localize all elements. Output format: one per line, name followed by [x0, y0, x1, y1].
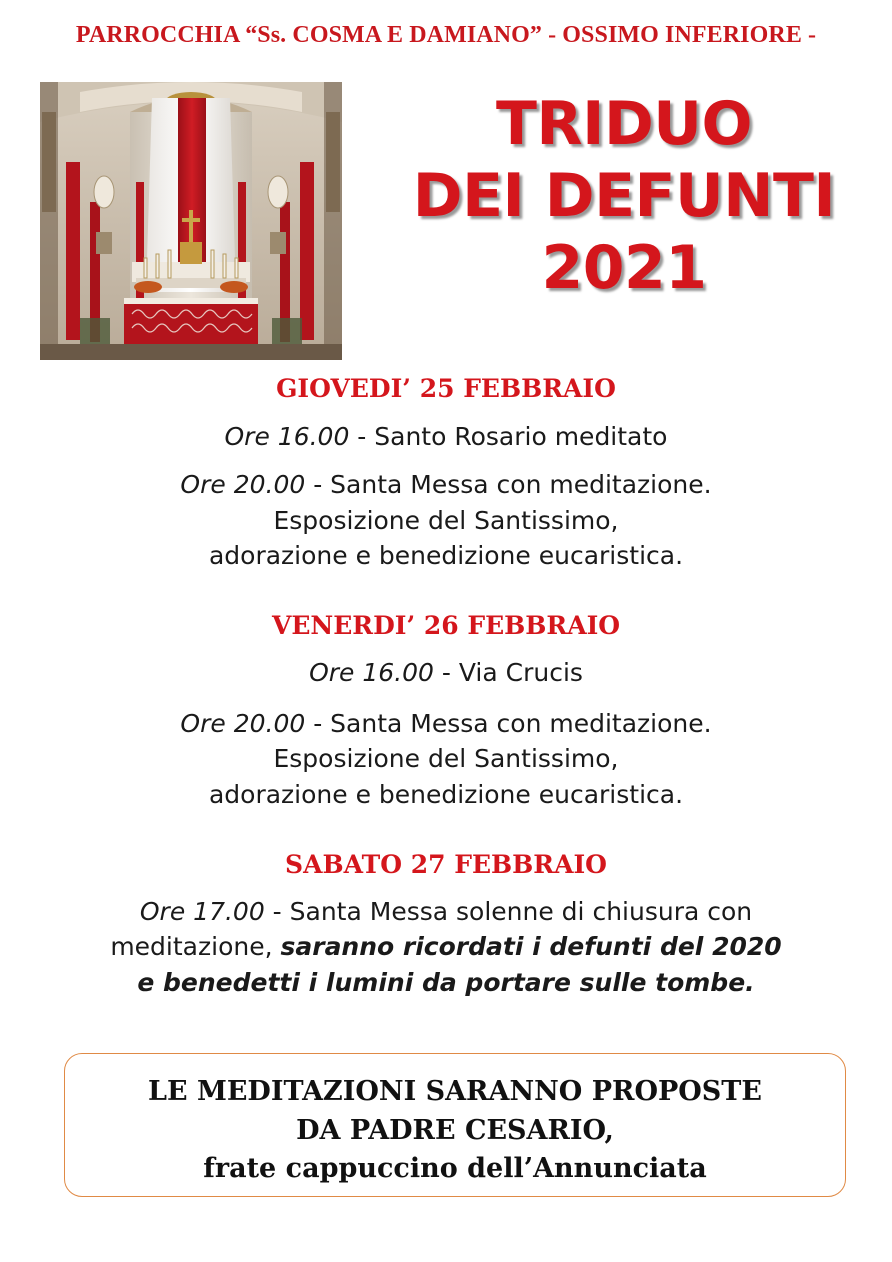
event-description: - Via Crucis: [433, 658, 583, 687]
notice-line-3: frate cappuccino dell’Annunciata: [203, 1153, 707, 1184]
event-description: - Santa Messa con meditazione.: [305, 470, 712, 499]
title-line-3: 2021: [541, 233, 707, 303]
schedule-line-continuation: [0, 968, 892, 997]
event-title: [386, 88, 862, 304]
event-highlight: e benedetti i lumini da portare sulle tombe.: [137, 968, 755, 997]
schedule-line-continuation: Esposizione del Santissimo,: [273, 744, 619, 773]
schedule-line-continuation: Esposizione del Santissimo,: [273, 506, 619, 535]
notice-line-1: LE MEDITAZIONI SARANNO PROPOSTE: [148, 1076, 762, 1107]
event-description: - Santa Messa solenne di chiusura con: [264, 897, 753, 926]
event-time: Ore 16.00: [224, 422, 350, 451]
event-description: - Santo Rosario meditato: [349, 422, 668, 451]
schedule-line: [0, 470, 892, 499]
day-heading-saturday: SABATO 27 FEBBRAIO: [285, 850, 607, 879]
schedule-line-continuation: adorazione e benedizione eucaristica.: [208, 541, 684, 570]
parish-header: PARROCCHIA “Ss. COSMA E DAMIANO” - OSSIMO INFERIORE -: [75, 22, 817, 48]
meditations-notice-box: [64, 1053, 846, 1197]
schedule-line: [0, 422, 892, 451]
title-line-2: DEI DEFUNTI: [412, 161, 836, 231]
event-highlight: saranno ricordati i defunti del 2020: [280, 932, 782, 961]
schedule-line-continuation: [0, 932, 892, 961]
event-time: Ore 17.00: [139, 897, 265, 926]
church-altar-photo: [40, 82, 342, 360]
day-heading-friday: VENERDI’ 26 FEBBRAIO: [271, 611, 621, 640]
event-time: Ore 20.00: [180, 470, 306, 499]
schedule-line: [0, 709, 892, 738]
schedule-line: [0, 897, 892, 926]
event-time: Ore 16.00: [309, 658, 434, 687]
event-time: Ore 20.00: [180, 709, 306, 738]
event-description: - Santa Messa con meditazione.: [305, 709, 712, 738]
schedule-line-continuation: adorazione e benedizione eucaristica.: [208, 780, 684, 809]
notice-line-2: DA PADRE CESARIO,: [296, 1115, 614, 1146]
day-heading-thursday: GIOVEDI’ 25 FEBBRAIO: [276, 374, 616, 403]
schedule-line: [0, 658, 892, 687]
title-line-1: TRIDUO: [496, 89, 752, 159]
event-description: meditazione,: [110, 932, 281, 961]
